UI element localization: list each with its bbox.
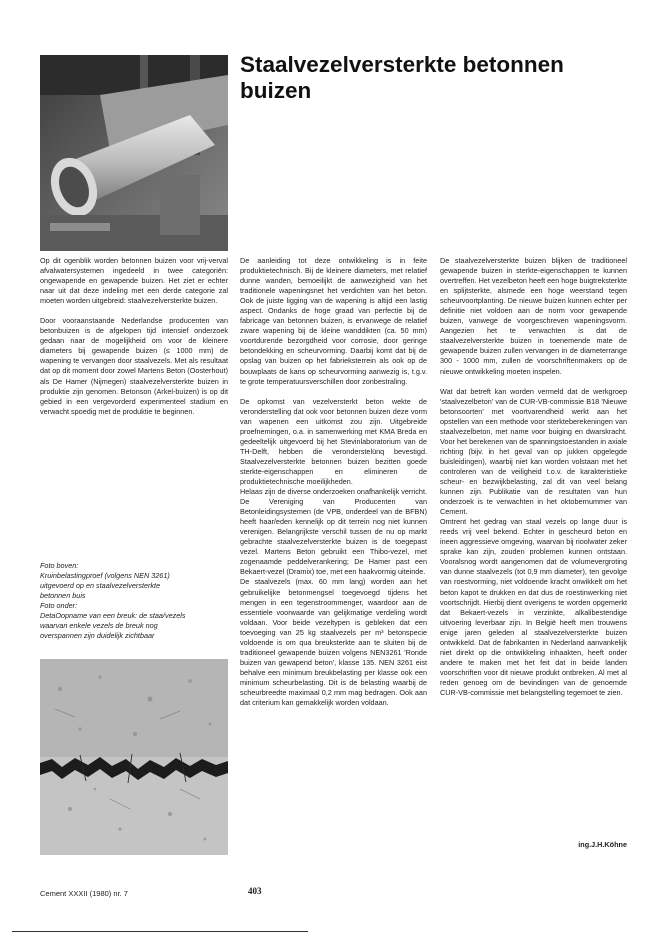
fracture-photo: [40, 659, 228, 855]
pipe-test-illustration: [40, 55, 228, 251]
author-name: ing.J.H.Köhne: [578, 840, 627, 849]
photo-captions: [40, 561, 228, 641]
paragraph: Wat dat betreft kan worden vermeld dat de werkgroep 'staalvezelbeton' van de CUR-VB-commissie B18 'Nieuwe betonsoorten' met voortvarendheid werkt aan het opstellen van een methode voor sterkteberekeningen van staalvezelbeton, met name voor buiging en dwarskracht. Voor het berekenen van de spanningstoestanden in axiale richting (bijv. in het geval van op jukken opgelegde buisleidingen), waarbij niet kan worden volstaan met het controleren van de veiligheid t.o.v. de karakteristieke scheur- en bezwijkbelasting, zal dit van veel belang kunnen zijn. Publikatie van de resultaten van hun onderzoek is te verwachten in het oktobernummer van Cement.: [440, 386, 627, 517]
paragraph: Op dit ogenblik worden betonnen buizen voor vrij-verval afvalwatersystemen ingedeeld in twee categoriën: ongewapende en gewapende buizen. Het ziet er echter naar uit dat deze indeling met een derde categorie zal moeten worden uitgebreid: staalvezelversterkte buizen.: [40, 256, 228, 306]
footer-rule: [12, 931, 308, 932]
text-column-3: [440, 256, 627, 708]
paragraph: De opkomst van vezelversterkt beton wekte de veronderstelling dat ook voor betonnen buizen deze vorm van wapenen een uitkomst zou zijn. Uitgebreide proefnemingen, o.a. in samenwerking met KMA Breda en gedeeltelijk uitgevoerd bij het Stevinlaboratorium van de TH-Delft, hebben die veronderstelünq bevestigd. Staalvezelversterkte betonnen buizen bezitten goede sterkte-eigenschappen en elimineren de produktietechnische moeilijkheden.: [240, 396, 427, 486]
paragraph: De staalvezelversterkte buizen blijken de traditioneel gewapende buizen in sterkte-eigenschappen te kunnen overtreffen. Het vezelbeton heeft een hoge buigtreksterkte en splijtsterkte, alsmede een hoge weerstand tegen scheurvoortplanting. De nieuwe buizen kunnen echter per definitie niet voldoen aan de norm voor gewapende buizen, vanwege de voorgeschreven wapeningsvorm. Aangezien het te verwachten is dat de staalvezelversterkte buizen in toenemende mate de gewapende buizen zullen vervangen in de diameterrange 300 - 1000 mm, zullen de voorschriftenmakers op de nieuwe ontwikkeling moeten inspelen.: [440, 256, 627, 376]
caption-line: waarvan enkele vezels de breuk nog: [40, 621, 158, 630]
caption-line: DetaOopname van een breuk: de staa/vezels: [40, 611, 186, 620]
text-column-1: [40, 256, 228, 427]
pipe-test-photo: [40, 55, 228, 251]
page-number: 403: [248, 886, 262, 896]
caption-line: betonnen buis: [40, 591, 86, 600]
paragraph: Door vooraanstaande Nederlandse producenten van betonbuizen is de afgelopen tijd intensief onderzoek gedaan naar de mogelijkheid om voor de kleinere diameters bij gewapende buizen (≤ 1000 mm) de wapening te vervangen door staalvezels. Met als resultaat dat op dit moment door zowel Martens Beton (Oosterhout) als De Hamer (Nijmegen) staalvezelversterkte buizen in produktie zijn genomen. Betonson (Arkel-buizen) is op dit gebied in een vergevorderd experimenteel stadium en verwacht spoedig met de produktie te beginnen.: [40, 316, 228, 416]
caption-line: uitgevoerd op en staalvezelversterkte: [40, 581, 161, 590]
text-column-2: [240, 256, 427, 718]
fracture-illustration: [40, 659, 228, 855]
paragraph: De staalvezels (max. 60 mm lang) worden aan het gebruikelijke betonmengsel toegevoegd tijdens het mengen in een tegenstroommenger, waardoor aan de essentiele voorwaarde van gelijkmatige verdeling wordt voldaan. Voor beide vezeltypen is gebleken dat een toevoeging van 25 kg staalvezels per m³ betonspecie voldoende is om qua breuksterkte aan te sluiten bij de traditioneel gewapende buizen volgens NEN3261 'Ronde buizen van gewapend beton', klasse 135. NEN 3261 eist behalve een minimum breukbelasting per klasse ook een minimum scheurbelasting. Dit is de belasting waarbij de scheurbreedte maximaal 0,2 mm mag bedragen. Ook aan dat criterium kan gemakkelijk worden voldaan.: [240, 577, 427, 708]
paragraph: Helaas zijn de diverse onderzoeken onafhankelijk verricht. De Vereniging van Producenten van Betonleidingsystemen (de VPB, onderdeel van de BFBN) heeft haar/eden kennelijk op dit terrein nog niet kunnen verenigen. Belangrijkste verschil tussen de nu op markt gebrachte staalvezelversterkte buizen is de toegepast vezel. Martens Beton gebruikt een Thibo-vezel, met zogenaamde peddelverankering; De Hamer past een Bekaert-vezel (Dramix) toe, met een haakvormig uiteinde.: [240, 487, 427, 577]
caption-line: Foto boven:: [40, 561, 79, 570]
caption-line: Foto onder:: [40, 601, 78, 610]
caption-line: Kruinbelastingproef (volgens NEN 3261): [40, 571, 170, 580]
paragraph: De aanleiding tot deze ontwikkeling is in feite produktietechnisch. Bij de kleinere diameters, met relatief dunne wanden, bemoeilijkt de aanwezigheid van het traditionele wapeningsnet het verdichten van het beton. Ook de juiste ligging van de wapening is altijd een lastig aspect. Ondanks de hoge graad van perfectie bij de fabricage van betonnen buizen, is ervanwege de relatief zware wapening bij de kleine wanddikten (ca. 50 mm) voortdurende bezorgdheid voor corrosie, door geringe betondekking en scheurvorming. Daarbij komt dat bij de opslag van buizen op het fabrieksterrein als ook op de bouwplaats de kans op scheurvorming aanwezig is, t.g.v. te grote temperatuursverschillen door zonbestraling.: [240, 256, 427, 386]
journal-issue: Cement XXXII (1980) nr. 7: [40, 889, 128, 898]
article-title: Staalvezelversterkte betonnen buizen: [240, 52, 564, 103]
caption-line: overspannen zijn duidelijk zichtbaar: [40, 631, 155, 640]
paragraph: Omtrent het gedrag van staal vezels op lange duur is reeds vrij veel bekend. Echter in gescheurd beton en ineen aggressieve omgeving, waarvan bij rioolwater zeker sprake kan zijn, zouden problemen kunnen ontstaan. Vooralsnog wordt aangenomen dat de volumevergroting van dunne staalvezels (tot 0,9 mm diameter), ten gevolge van roestvorming, niet voldoende kracht onwikkelt om het beton kapot te drukken en dat dus de roestinwerking niet voortschrijdt. Hierbij dient overigens te worden opgemerkt dat Bekaert-vezels in verzinkte, alkalibestendige uitvoering leverbaar zijn. In België heeft men trouwens enige jaren geleden al staalvezelversterkte buizen ontwikkeld. Dat de fabrikanten in Nederland aanvankelijk niet direkt op die ontwikkeling inhaakten, heeft onder andere te maken met het feit dat in beide landen voorschriften voor dit nieuwe produkt ontbreken. Al met al reden genoeg om de bevindingen van de genoemde CUR-VB-commissie met belangstelling tegemoet te zien.: [440, 517, 627, 697]
